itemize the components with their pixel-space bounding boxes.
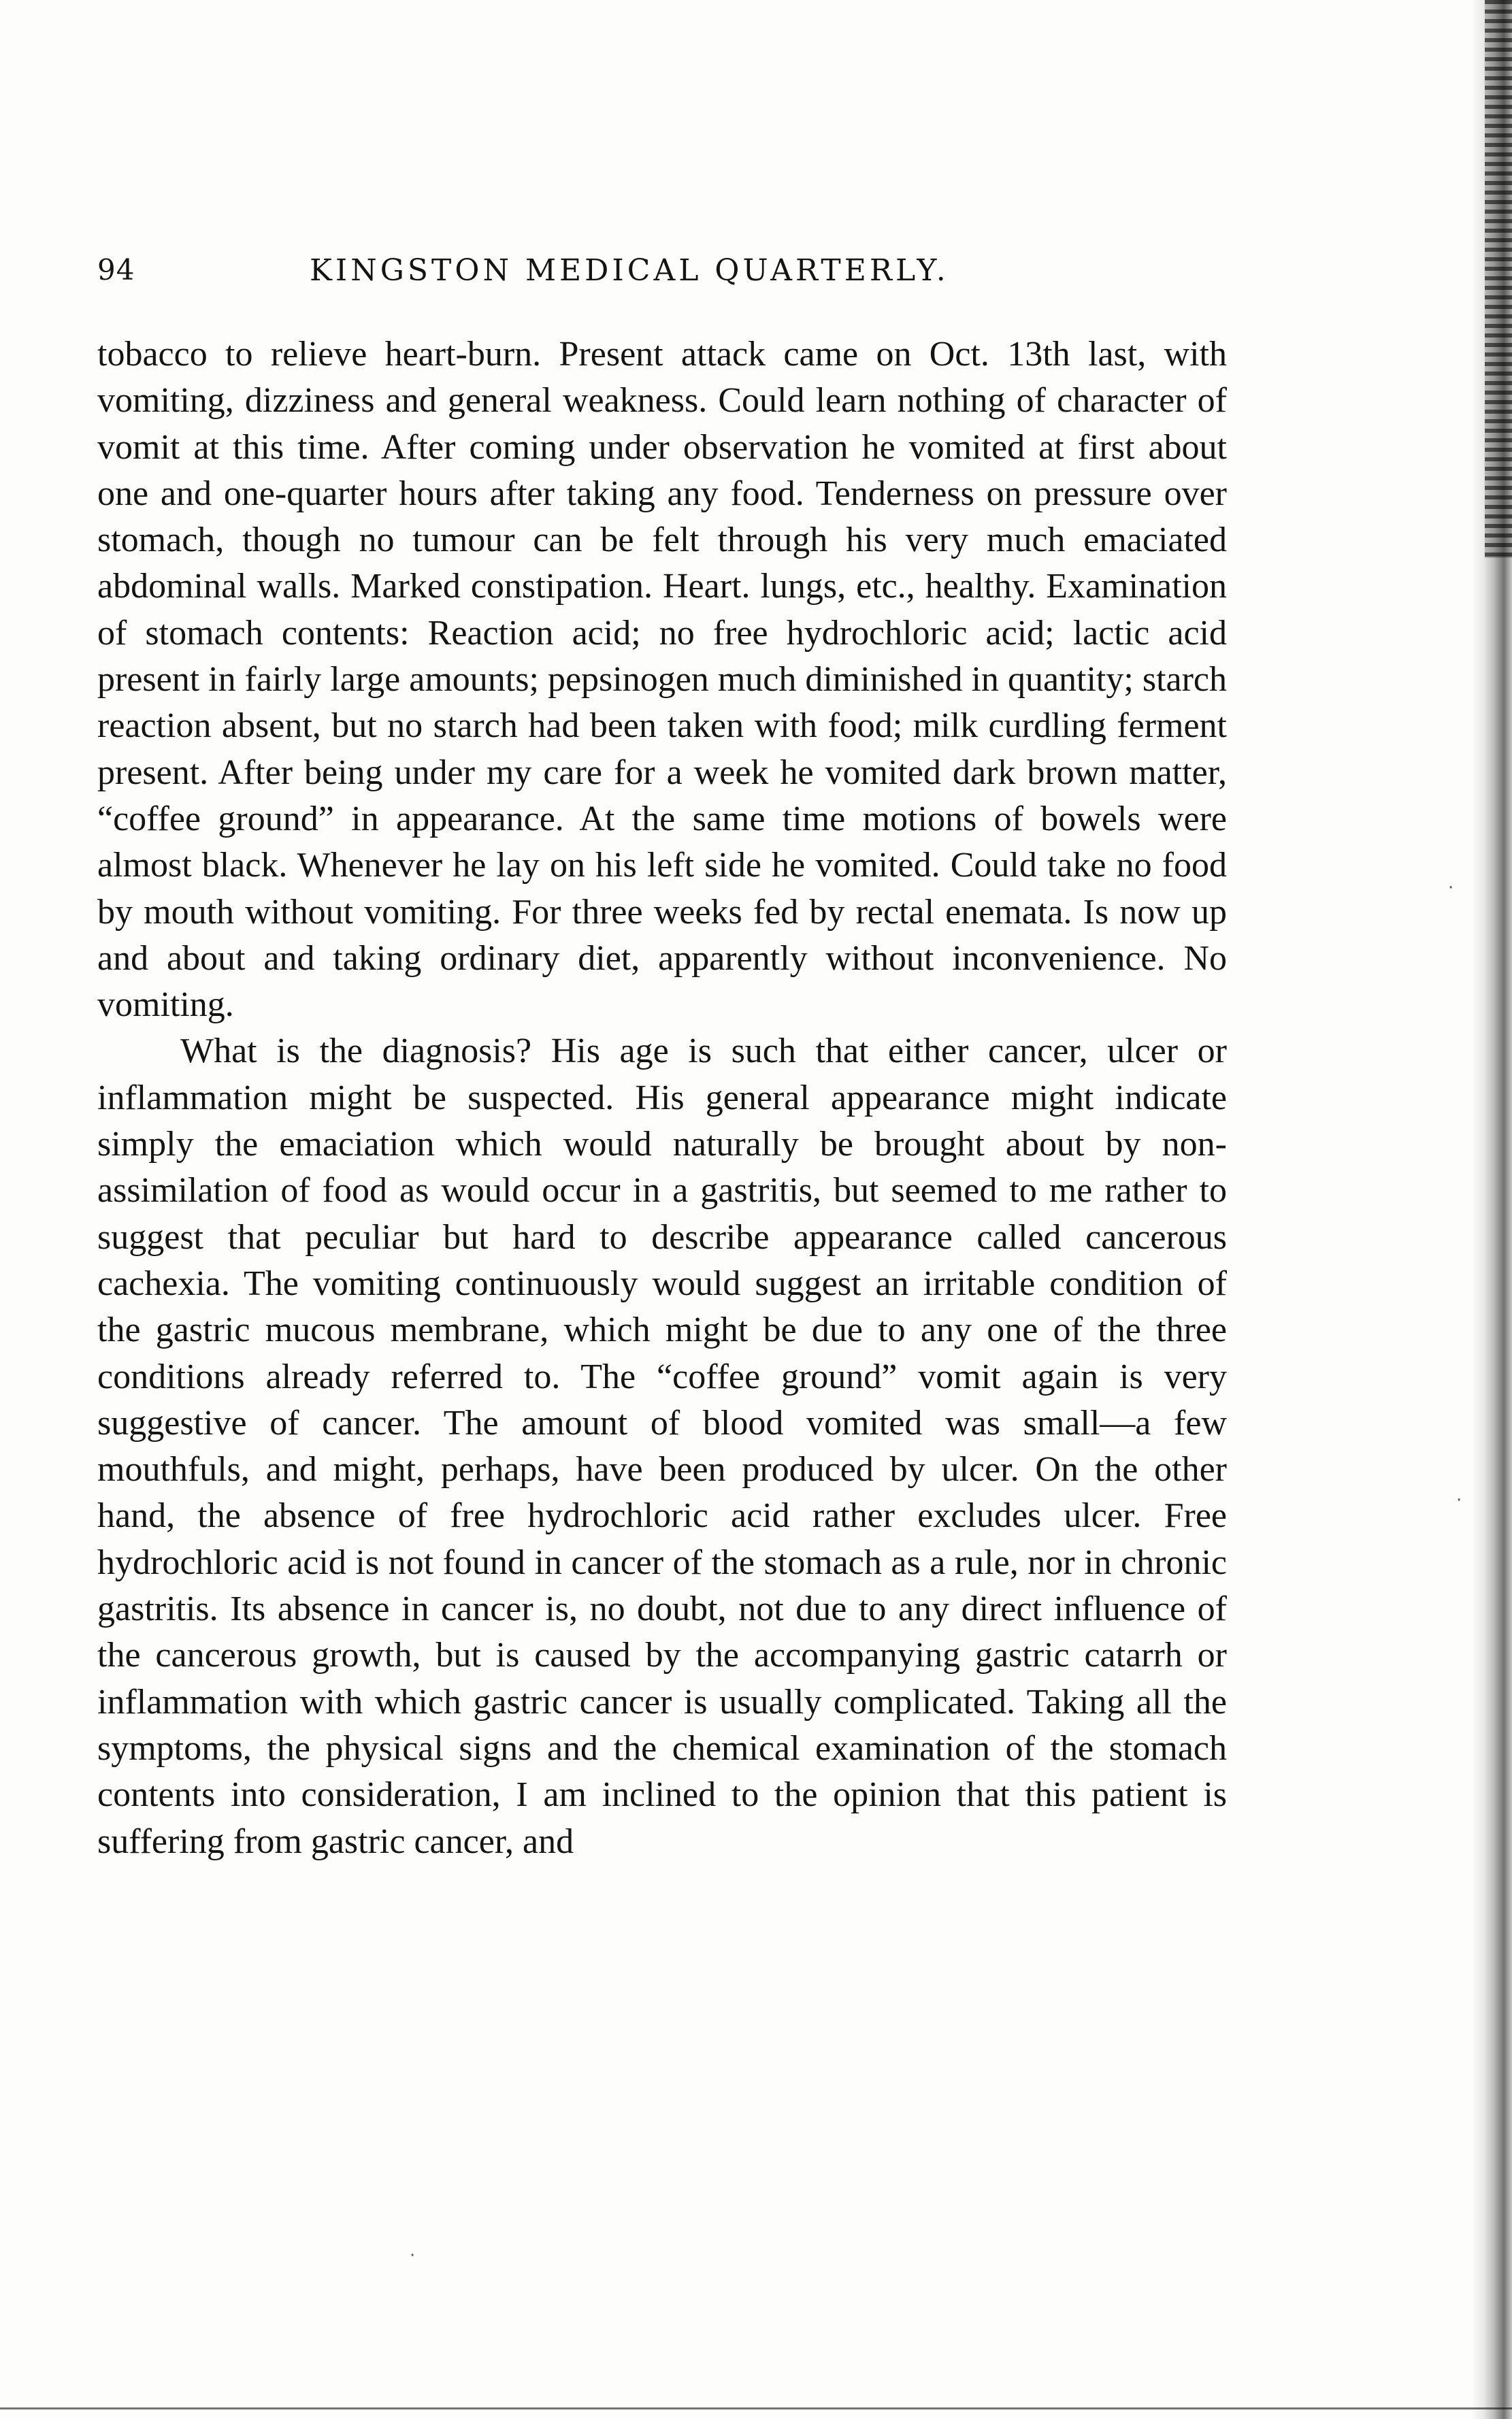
running-title: KINGSTON MEDICAL QUARTERLY.: [310, 253, 949, 288]
scan-speck: ·: [410, 2245, 416, 2266]
body-text: [97, 331, 1227, 1865]
binding-edge-texture: [1485, 0, 1512, 558]
scan-speck: ·: [1456, 1490, 1462, 1511]
scan-speck: ·: [1448, 878, 1454, 898]
paragraph-case-history: tobacco to relieve heart-burn. Present attack came on Oct. 13th last, with vomiting, dizziness and general weakness. Could learn nothing of character of vomit at this time. After coming under observation he vomited at first about one and one-quarter hours after taking any food. Tenderness on pressure over stomach, though no tumour can be felt through his very much emaciated abdominal walls. Marked constipation. Heart. lungs, etc., healthy. Examination of stomach contents: Reaction acid; no free hydrochloric acid; lactic acid present in fairly large amounts; pepsinogen much diminished in quantity; starch reaction absent, but no starch had been taken with food; milk curdling ferment present. After being under my care for a week he vomited dark brown matter, “coffee ground” in appearance. At the same time motions of bowels were almost black. Whenever he lay on his left side he vomited. Could take no food by mouth without vomiting. For three weeks fed by rectal enemata. Is now up and about and taking ordinary diet, apparently without inconvenience. No vomiting.: [97, 335, 1227, 1025]
bottom-edge-line: [0, 2407, 1512, 2409]
page-header: [97, 253, 1213, 301]
page-number: 94: [97, 253, 135, 286]
paragraph-diagnosis: What is the diagnosis? His age is such that either cancer, ulcer or inflammation might be suspected. His general appearance might indicate simply the emaciation which would naturally be brought about by non-assimilation of food as would occur in a gastritis, but seemed to me rather to suggest that peculiar but hard to describe appearance called cancerous cachexia. The vomiting continuously would suggest an irritable condition of the gastric mucous membrane, which might be due to any one of the three conditions already referred to. The “coffee ground” vomit again is very suggestive of cancer. The amount of blood vomited was small—a few mouthfuls, and might, perhaps, have been produced by ulcer. On the other hand, the absence of free hydrochloric acid rather excludes ulcer. Free hydrochloric acid is not found in cancer of the stomach as a rule, nor in chronic gastritis. Its absence in cancer is, no doubt, not due to any direct influence of the cancerous growth, but is caused by the accompanying gastric catarrh or inflammation with which gastric cancer is usually complicated. Taking all the symptoms, the physical signs and the chemical examination of the stomach contents into consideration, I am inclined to the opinion that this patient is suffering from gastric cancer, and: [97, 1032, 1227, 1861]
